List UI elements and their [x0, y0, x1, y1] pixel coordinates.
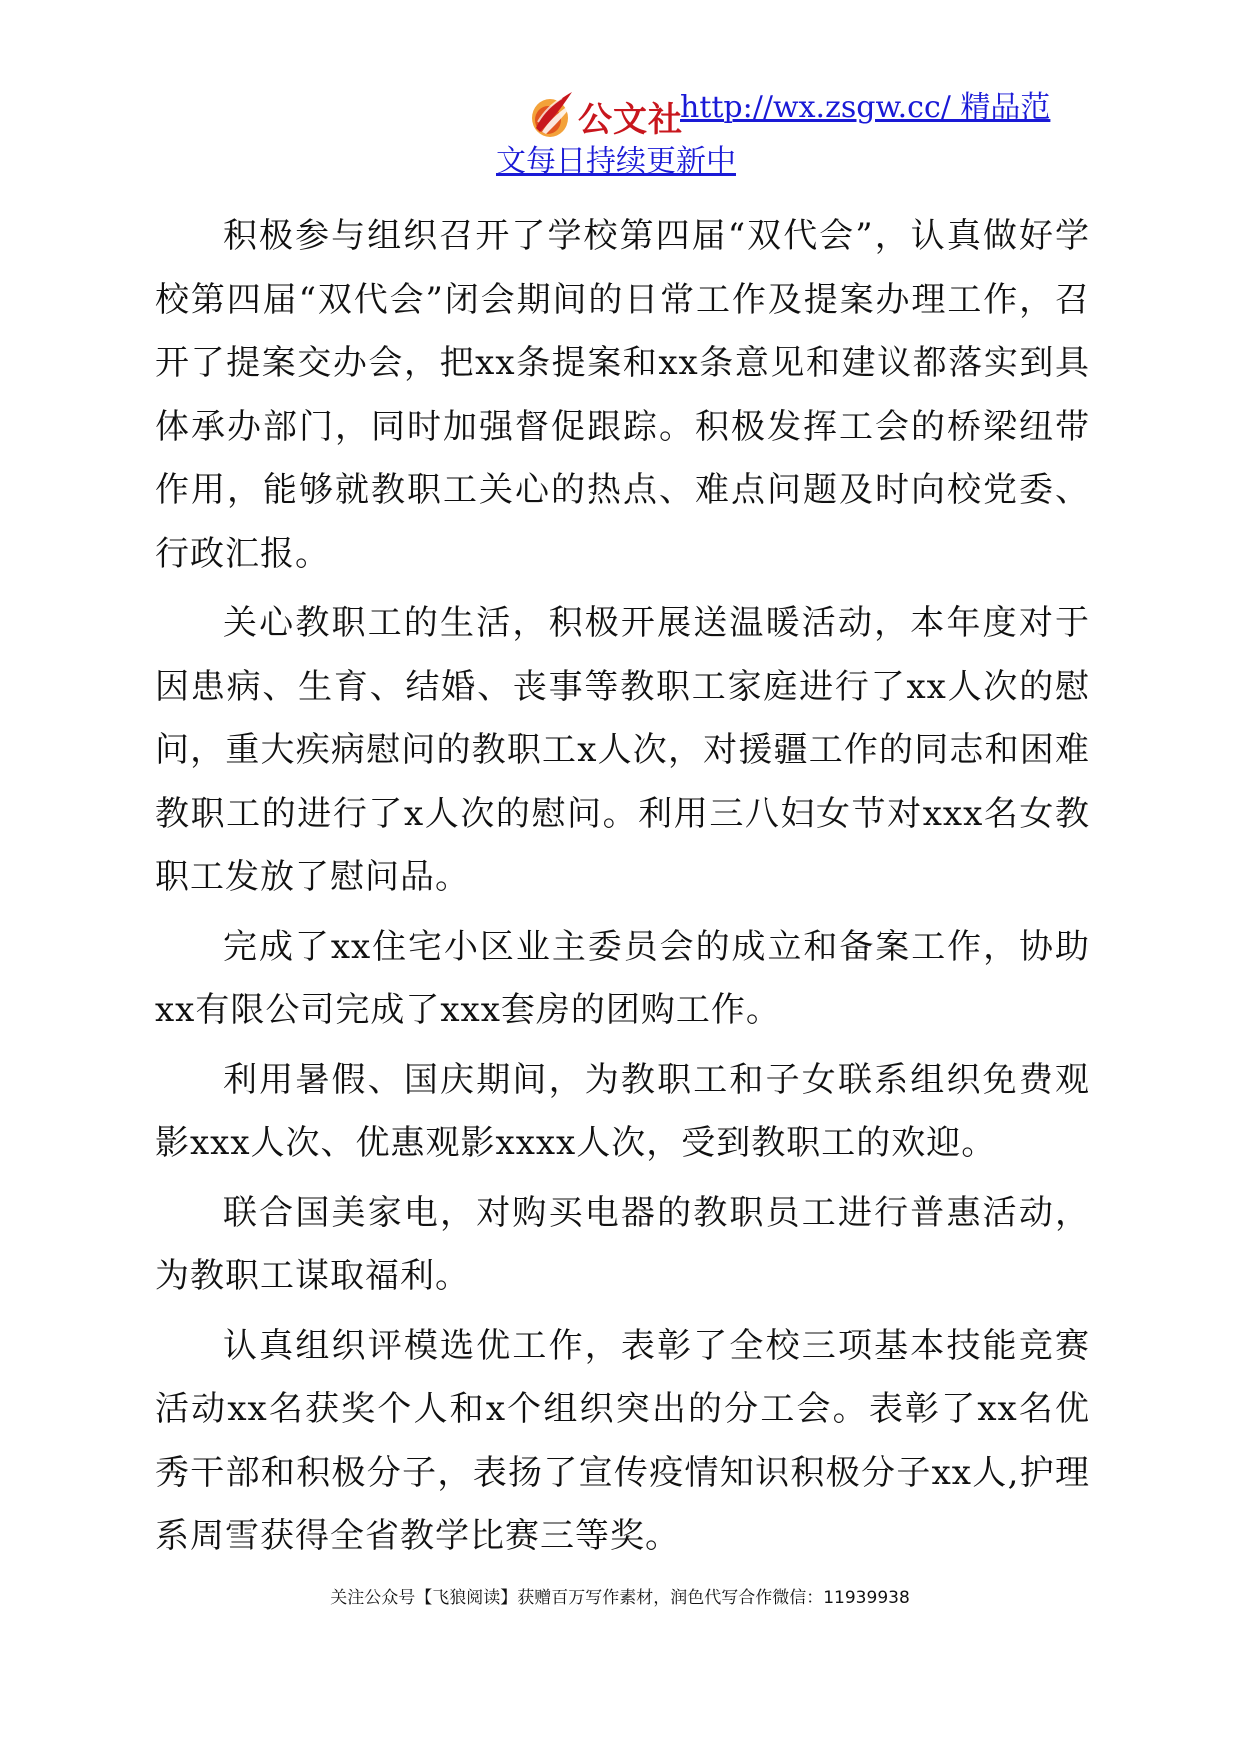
page-header	[0, 80, 1240, 180]
paragraph-2: 关心教职工的生活，积极开展送温暖活动，本年度对于因患病、生育、结婚、丧事等教职工家庭进行了xx人次的慰问，重大疾病慰问的教职工x人次，对援疆工作的同志和困难教职工的进行了x人次的慰问。利用三八妇女节对xxx名女教职工发放了慰问品。	[155, 603, 1090, 897]
site-logo[interactable]	[528, 88, 688, 140]
paragraph-4: 利用暑假、国庆期间，为教职工和子女联系组织免费观影xxx人次、优惠观影xxxx人次，受到教职工的欢迎。	[155, 1059, 1090, 1163]
logo-emblem-icon	[528, 88, 576, 140]
paragraph-1: 积极参与组织召开了学校第四届“双代会”，认真做好学校第四届“双代会”闭会期间的日常工作及提案办理工作，召开了提案交办会，把xx条提案和xx条意见和建议都落实到具体承办部门，同时加强督促跟踪。积极发挥工会的桥梁纽带作用，能够就教职工关心的热点、难点问题及时向校党委、行政汇报。	[155, 216, 1090, 574]
logo-text: 公文社	[578, 100, 683, 140]
paragraph-5: 联合国美家电，对购买电器的教职员工进行普惠活动，为教职工谋取福利。	[155, 1192, 1090, 1296]
paragraph-6: 认真组织评模选优工作，表彰了全校三项基本技能竞赛活动xx名获奖个人和x个组织突出的分工会。表彰了xx名优秀干部和积极分子，表扬了宣传疫情知识积极分子xx人,护理系周雪获得全省教学比赛三等奖。	[155, 1325, 1090, 1556]
site-link-line-1[interactable]: http://wx.zsgw.cc/ 精品范	[680, 90, 1051, 125]
document-body	[155, 205, 1090, 1575]
paragraph-3: 完成了xx住宅小区业主委员会的成立和备案工作，协助xx有限公司完成了xxx套房的团购工作。	[155, 926, 1090, 1030]
site-link-line-2[interactable]: 文每日持续更新中	[496, 144, 736, 179]
page-footer: 关注公众号【飞狼阅读】获赠百万写作素材，润色代写合作微信：11939938	[330, 1588, 910, 1608]
